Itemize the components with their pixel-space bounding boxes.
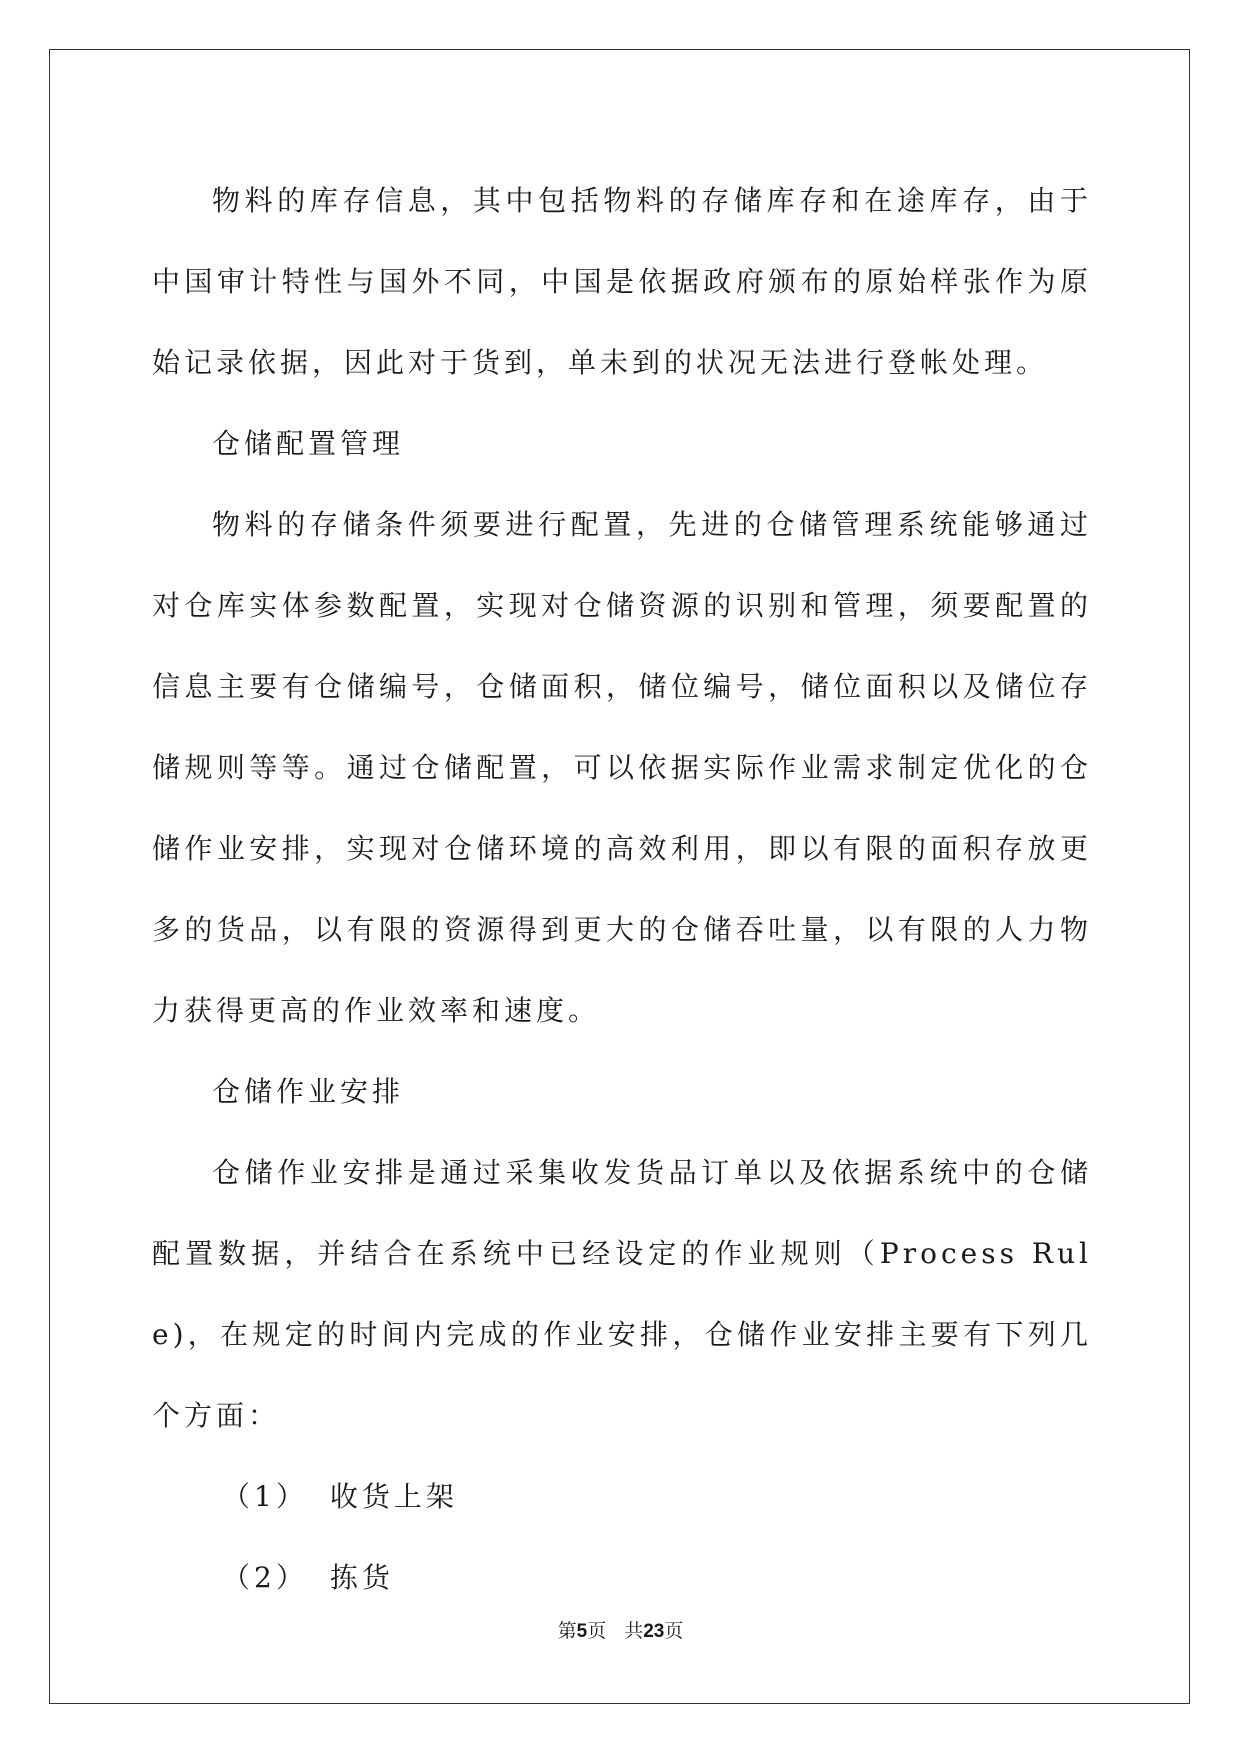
heading-storage-config: 仓储配置管理 [212,427,405,460]
heading-storage-operations: 仓储作业安排 [212,1075,405,1108]
footer-page-number: 5 [576,1621,588,1642]
footer-total-prefix: 共 [624,1621,644,1642]
footer-prefix: 第 [557,1621,577,1642]
paragraph-storage-operations: 仓储作业安排是通过采集收发货品订单以及依据系统中的仓储配置数据，并结合在系统中已经设定的作业规则（Process Rule)，在规定的时间内完成的作业安排，仓储作业安排主要有下列几个方面： [152,1156,1092,1432]
list-item [152,1537,1092,1618]
document-body [152,160,1092,1618]
list-item-number: （2） [222,1561,308,1594]
paragraph-storage-config: 物料的存储条件须要进行配置，先进的仓储管理系统能够通过对仓库实体参数配置，实现对仓储资源的识别和管理，须要配置的信息主要有仓储编号，仓储面积，储位编号，储位面积以及储位存储规则等等。通过仓储配置，可以依据实际作业需求制定优化的仓储作业安排，实现对仓储环境的高效利用，即以有限的面积存放更多的货品，以有限的资源得到更大的仓储吞吐量，以有限的人力物力获得更高的作业效率和速度。 [152,508,1092,1027]
page-footer [0,1616,1241,1643]
footer-total-suffix: 页 [664,1621,684,1642]
list-item-number: （1） [222,1480,308,1513]
footer-page-suffix: 页 [587,1621,607,1642]
list-item-text: 拣货 [329,1561,394,1594]
list-item [152,1456,1092,1537]
list-item-text: 收货上架 [329,1480,458,1513]
footer-total-pages: 23 [643,1621,665,1642]
paragraph-inventory-info: 物料的库存信息，其中包括物料的存储库存和在途库存，由于中国审计特性与国外不同，中国是依据政府颁布的原始样张作为原始记录依据，因此对于货到，单未到的状况无法进行登帐处理。 [152,184,1092,379]
